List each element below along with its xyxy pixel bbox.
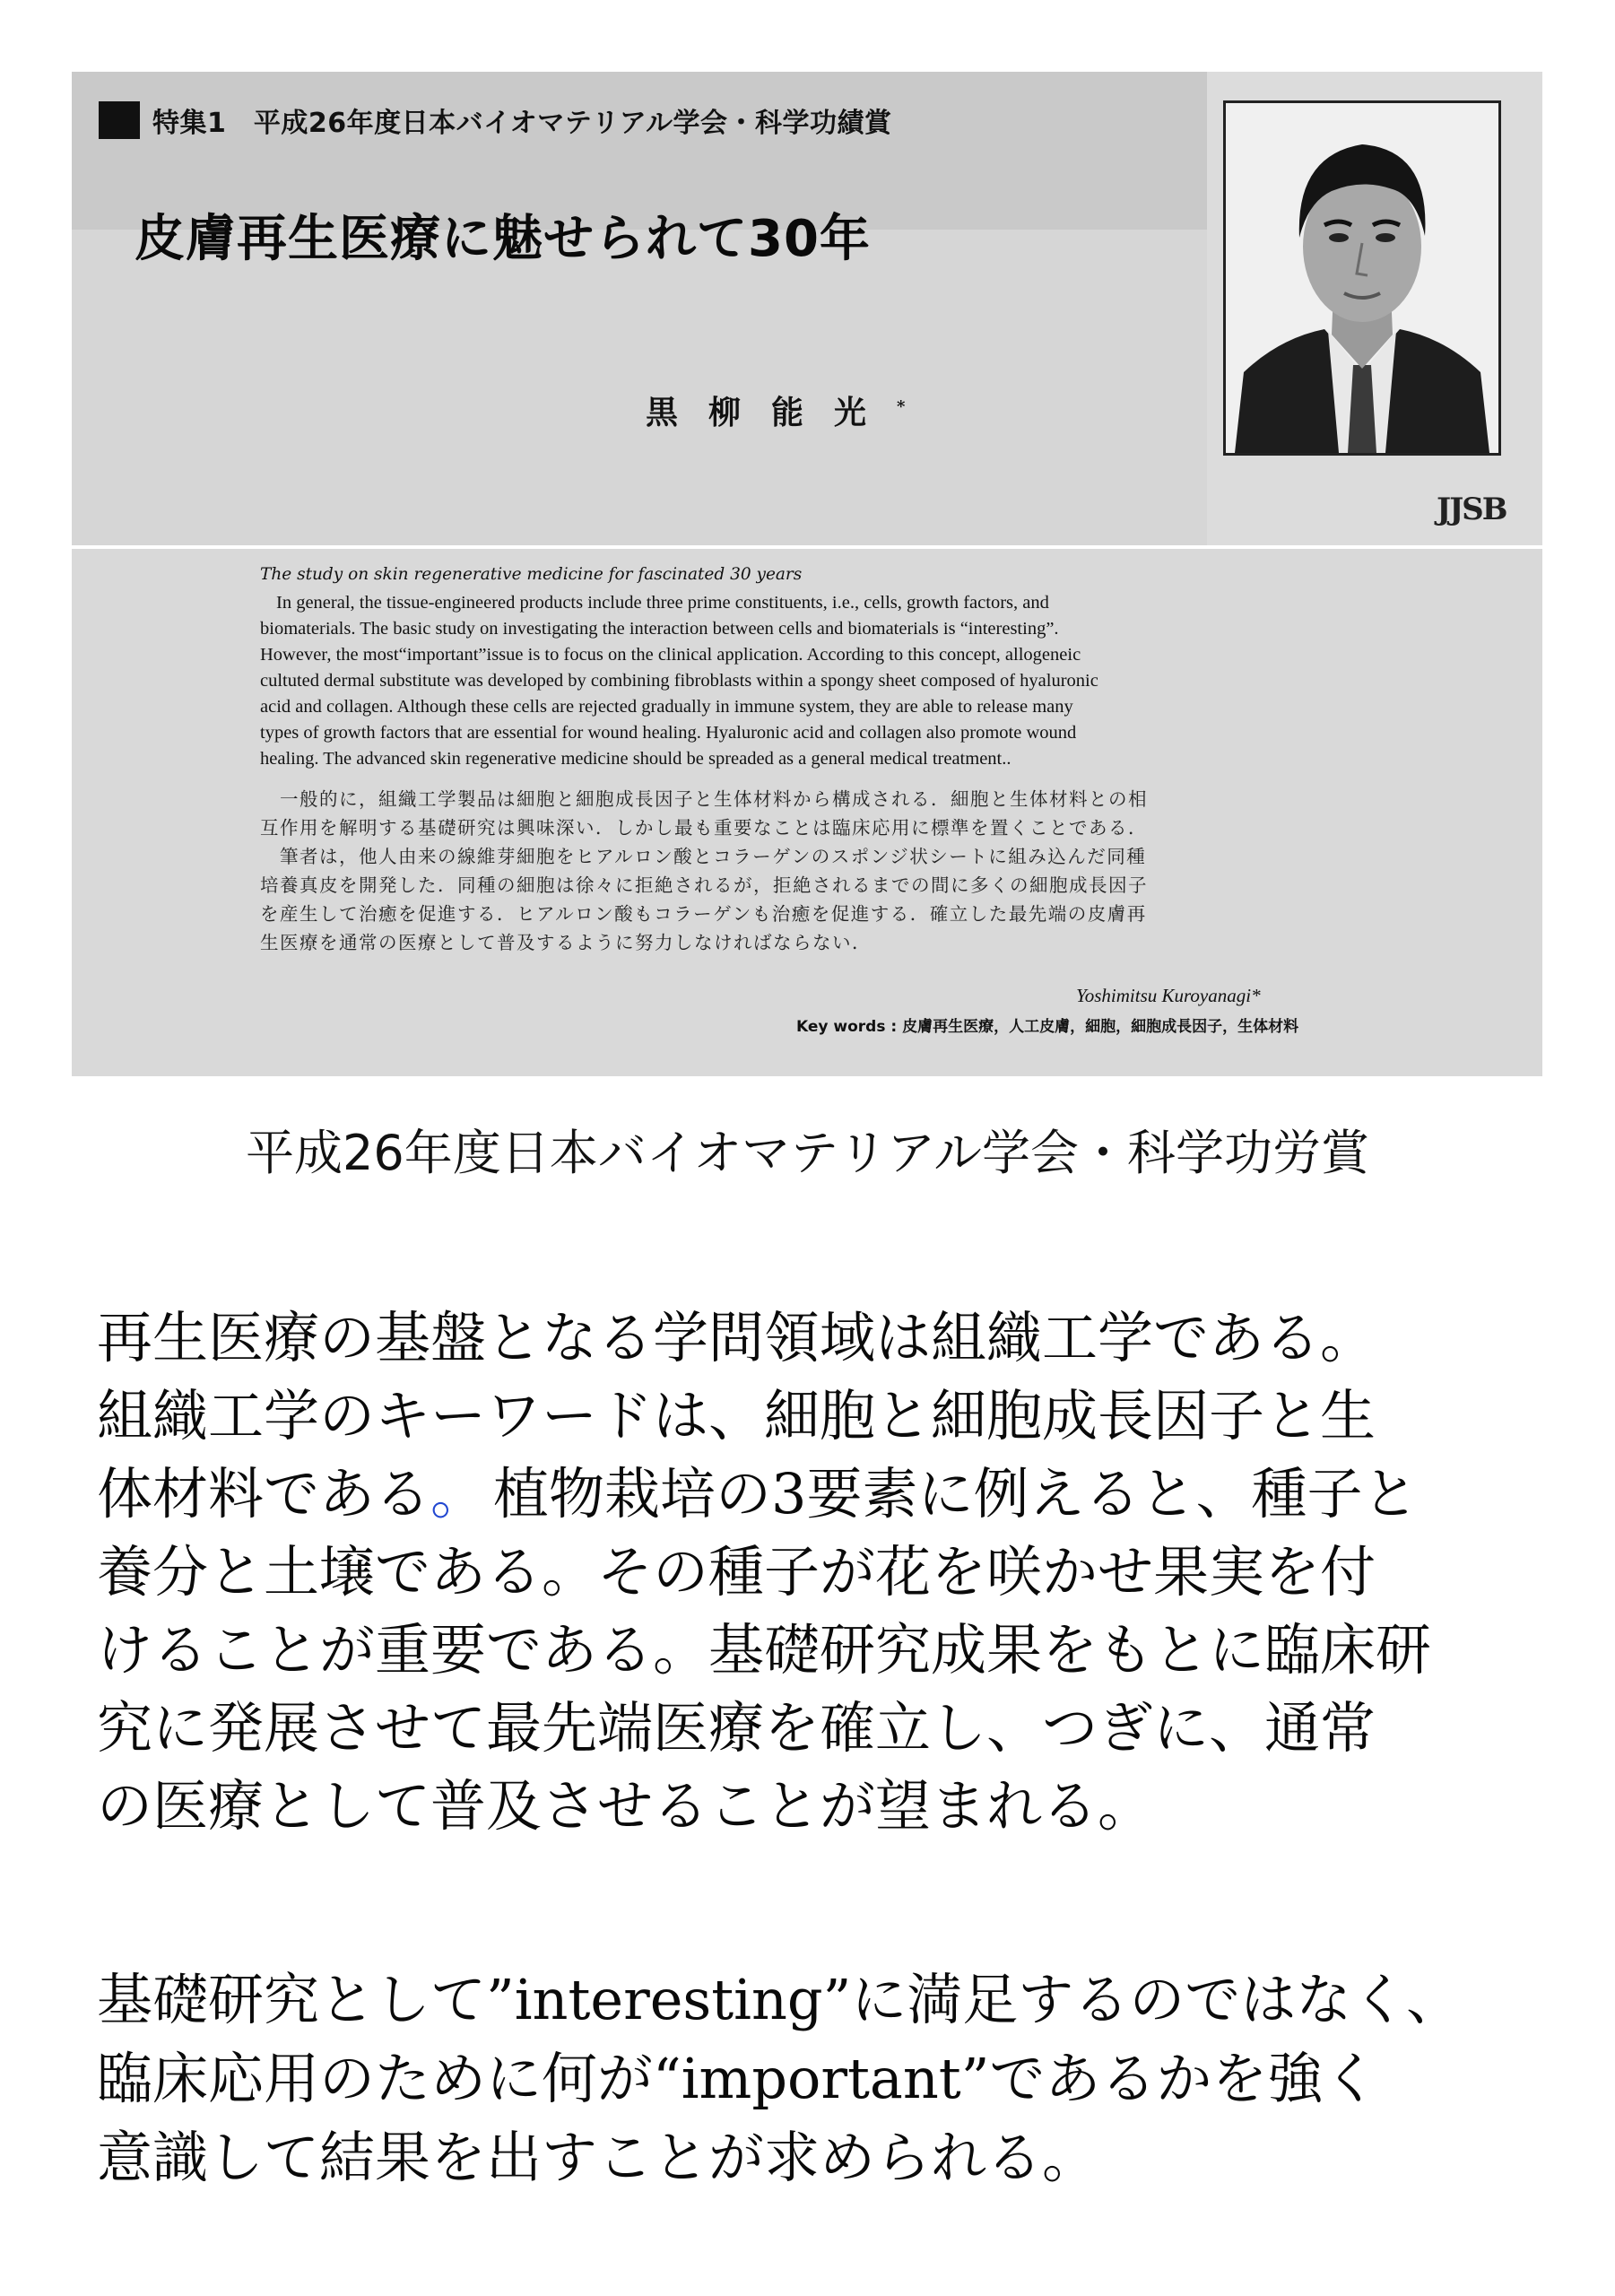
abstract-jp-line: 筆者は，他人由来の線維芽細胞をヒアルロン酸とコラーゲンのスポンジ状シートに組み込んだ同種 bbox=[260, 846, 1147, 867]
body-line: 究に発展させて最先端医療を確立し、つぎに、通常 bbox=[97, 1695, 1376, 1761]
body-line: 意識して結果を出すことが求められる。 bbox=[97, 2125, 1098, 2190]
award-caption: 平成26年度日本バイオマテリアル学会・科学功労賞 bbox=[246, 1125, 1369, 1181]
author-mark: * bbox=[897, 397, 906, 416]
feature-tag-text: 特集1 平成26年度日本バイオマテリアル学会・科学功績賞 bbox=[152, 108, 892, 139]
square-bullet-icon bbox=[99, 101, 140, 139]
body-line-prefix: 体材料である bbox=[97, 1461, 431, 1526]
body-line: けることが重要である。基礎研究成果をもとに臨床研 bbox=[97, 1617, 1432, 1683]
abstract-en-line: biomaterials. The basic study on investigating the interaction between cells and biomaterials is “interesting”. bbox=[260, 619, 1059, 639]
abstract-jp-line: 生医療を通常の医療として普及するように努力しなければならない． bbox=[260, 932, 872, 953]
portrait-photo bbox=[1226, 103, 1498, 453]
abstract-english-title: The study on skin regenerative medicine for fascinated 30 years bbox=[260, 565, 803, 584]
body-line: 臨床応用のために何が“important”であるかを強く bbox=[97, 2046, 1379, 2111]
author-name-text: 黒柳能光 bbox=[646, 394, 898, 431]
author-name bbox=[646, 387, 905, 433]
abstract-jp-line: を産生して治癒を促進する．ヒアルロン酸もコラーゲンも治癒を促進する．確立した最先端の皮膚再 bbox=[260, 903, 1147, 925]
feature-tag bbox=[99, 100, 892, 140]
body-line bbox=[97, 1455, 1431, 1533]
abstract-author-english: Yoshimitsu Kuroyanagi* bbox=[1076, 985, 1261, 1006]
jjsb-logo: JJSB bbox=[1437, 491, 1506, 527]
body-line-rest: 植物栽培の3要素に例えると、種子と bbox=[493, 1461, 1419, 1526]
abstract-japanese bbox=[260, 785, 1381, 957]
body-paragraph-2 bbox=[97, 1961, 1462, 2197]
blue-period-mark: 。 bbox=[430, 1461, 487, 1526]
abstract-jp-line: 互作用を解明する基礎研究は興味深い．しかし最も重要なことは臨床応用に標準を置くことである． bbox=[260, 817, 1148, 839]
body-line: 再生医療の基盤となる学問領域は組織工学である。 bbox=[97, 1305, 1376, 1370]
article-title-area bbox=[72, 72, 1207, 545]
body-line: 組織工学のキーワードは、細胞と細胞成長因子と生 bbox=[97, 1383, 1376, 1448]
body-line: 基礎研究として”interesting”に満足するのではなく、 bbox=[97, 1967, 1463, 2032]
article-title: 皮膚再生医療に魅せられて30年 bbox=[135, 210, 871, 268]
abstract-en-line: However, the most“important”issue is to focus on the clinical application. According to this concept, allogeneic bbox=[260, 645, 1081, 665]
abstract-en-line: types of growth factors that are essential for wound healing. Hyaluronic acid and collagen also promote wound bbox=[260, 723, 1077, 743]
abstract-english bbox=[260, 590, 1381, 772]
body-line: 養分と土壌である。その種子が花を咲かせ果実を付 bbox=[97, 1539, 1376, 1605]
body-line: の医療として普及させることが望まれる。 bbox=[97, 1773, 1154, 1839]
abstract-en-line: healing. The advanced skin regenerative medicine should be spreaded as a general medical treatment.. bbox=[260, 749, 1012, 769]
abstract-en-line: cultuted dermal substitute was developed by combining fibroblasts within a spongy sheet composed of hyaluronic bbox=[260, 671, 1098, 691]
abstract-en-line: acid and collagen. Although these cells are rejected gradually in immune system, they are able to release many bbox=[260, 697, 1073, 717]
body-paragraph-1 bbox=[97, 1299, 1431, 1845]
abstract-jp-line: 培養真皮を開発した．同種の細胞は徐々に拒絶されるが，拒絶されるまでの間に多くの細胞成長因子 bbox=[260, 874, 1148, 896]
abstract-en-line: In general, the tissue-engineered products include three prime constituents, i.e., cells, growth factors, and bbox=[276, 593, 1049, 613]
keywords: Key words : 皮膚再生医療，人工皮膚，細胞，細胞成長因子，生体材料 bbox=[796, 1018, 1299, 1036]
abstract-text bbox=[260, 563, 1381, 957]
author-portrait bbox=[1223, 100, 1501, 456]
abstract-jp-line: 一般的に，組織工学製品は細胞と細胞成長因子と生体材料から構成される．細胞と生体材料との相 bbox=[260, 788, 1148, 810]
